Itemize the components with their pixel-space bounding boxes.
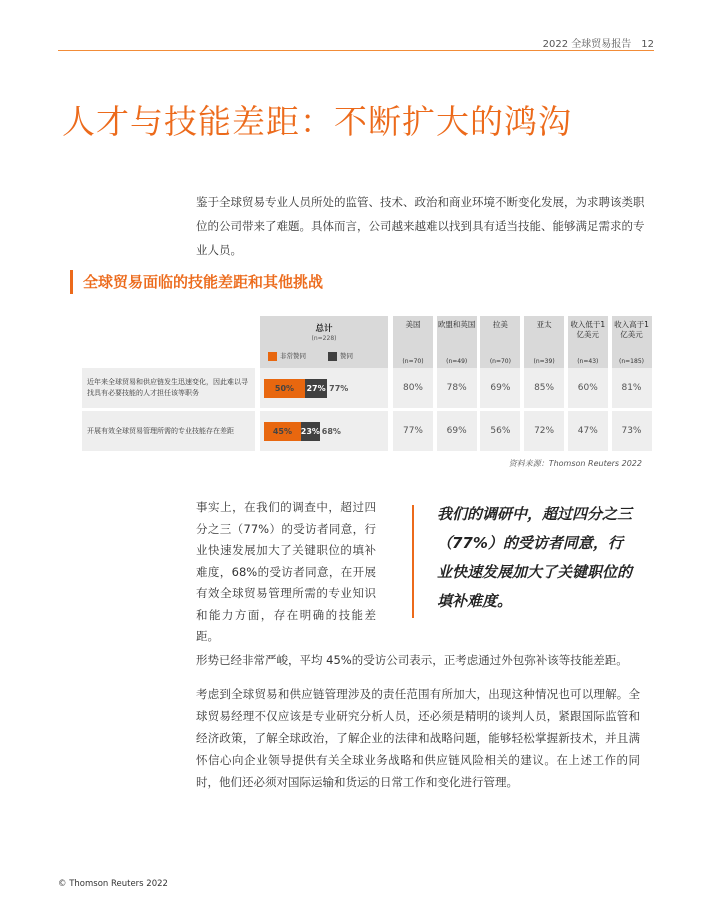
header-divider — [58, 50, 654, 51]
body-paragraph-3: 考虑到全球贸易和供应链管理涉及的责任范围有所加大，出现这种情况也可以理解。全球贸易经理不仅应该是专业研究分析人员，还必须是精明的谈判人员，紧跟国际监管和经济政策，了解全球政治，了解企业的法律和战略问题，能够轻松掌握新技术，并且满怀信心向企业领导提供有关全球业务战略和供应链风险相关的建议。在上述工作的同时，他们还必须对国际运输和货运的日常工作和变化进行管理。 — [196, 687, 640, 789]
table-cell: 78% — [437, 368, 477, 408]
table-cell: 73% — [612, 411, 652, 451]
pull-quote: 我们的调研中，超过四分之三（77%）的受访者同意，行业快速发展加大了关键职位的填补难度。 — [437, 505, 633, 610]
legend — [268, 351, 353, 361]
bar-agree: 27% — [305, 379, 327, 398]
legend-agree — [328, 352, 353, 360]
source-note: 资料来源：Thomson Reuters 2022 — [508, 459, 642, 468]
table-cell: 85% — [524, 368, 564, 408]
intro-paragraph: 鉴于全球贸易专业人员所处的监管、技术、政治和商业环境不断变化发展，为求聘该类职位的公司带来了难题。具体而言，公司越来越难以找到具有适当技能、能够满足需求的专业人员。 — [196, 195, 645, 257]
total-n: (n=228) — [311, 335, 337, 342]
page-number: 12 — [641, 39, 654, 50]
bar-strongly-agree: 50% — [264, 379, 305, 398]
column-n: (n=70) — [489, 358, 511, 365]
column-label: 亚太 — [536, 320, 552, 329]
total-title: 总计 — [315, 324, 333, 334]
page-header — [543, 35, 654, 50]
column-header-2 — [480, 316, 520, 368]
legend-swatch-agree — [328, 352, 337, 361]
total-header — [260, 316, 388, 368]
legend-label-strongly-agree: 非常赞同 — [280, 352, 306, 360]
column-header-3 — [524, 316, 564, 368]
section-title: 全球贸易面临的技能差距和其他挑战 — [70, 270, 323, 294]
bar-total-label: 77% — [329, 384, 349, 393]
column-label: 拉美 — [492, 320, 508, 329]
bar-agree: 23% — [301, 422, 320, 441]
table-cell: 60% — [568, 368, 608, 408]
total-bar-cell-1 — [260, 411, 388, 451]
table-cell: 56% — [480, 411, 520, 451]
row-label-1: 开展有效全球贸易管理所需的专业技能存在差距 — [82, 411, 255, 451]
column-header-1 — [437, 316, 477, 368]
page-title: 人才与技能差距：不断扩大的鸿沟 — [62, 102, 572, 141]
column-header-0 — [393, 316, 433, 368]
body-paragraph-1: 事实上，在我们的调查中，超过四分之三（77%）的受访者同意，行业快速发展加大了关键职位的填补难度，68%的受访者同意，在开展有效全球贸易管理所需的专业知识和能力方面，存在明确的技能差距。 — [196, 500, 376, 643]
column-label: 收入低于1亿美元 — [570, 320, 606, 339]
quote-accent-bar — [412, 505, 414, 618]
column-header-4 — [568, 316, 608, 368]
table-cell: 81% — [612, 368, 652, 408]
column-n: (n=70) — [402, 358, 424, 365]
column-label: 欧盟和英国 — [437, 320, 476, 329]
body-paragraph-2: 形势已经非常严峻，平均 45%的受访公司表示，正考虑通过外包弥补该等技能差距。 — [196, 653, 628, 667]
bar-total-label: 68% — [321, 427, 341, 436]
table-cell: 69% — [480, 368, 520, 408]
table-cell: 47% — [568, 411, 608, 451]
footer-copyright: © Thomson Reuters 2022 — [58, 879, 168, 889]
row-label-0: 近年来全球贸易和供应链发生迅速变化，因此难以寻找具有必要技能的人才担任该等职务 — [82, 368, 255, 408]
table-cell: 77% — [393, 411, 433, 451]
legend-label-agree: 赞同 — [340, 352, 353, 360]
table-cell: 69% — [437, 411, 477, 451]
table-cell: 80% — [393, 368, 433, 408]
report-name: 2022 全球贸易报告 — [542, 39, 632, 50]
column-label: 美国 — [405, 320, 421, 329]
column-n: (n=43) — [577, 358, 599, 365]
column-n: (n=49) — [446, 358, 468, 365]
column-label: 收入高于1亿美元 — [614, 320, 649, 339]
column-n: (n=39) — [533, 358, 555, 365]
skills-gap-table — [82, 316, 649, 453]
legend-swatch-strongly-agree — [268, 352, 277, 361]
legend-strongly-agree — [268, 352, 306, 360]
column-header-5 — [612, 316, 652, 368]
bar-strongly-agree: 45% — [264, 422, 301, 441]
table-cell: 72% — [524, 411, 564, 451]
total-bar-cell-0 — [260, 368, 388, 408]
column-n: (n=185) — [619, 358, 644, 365]
